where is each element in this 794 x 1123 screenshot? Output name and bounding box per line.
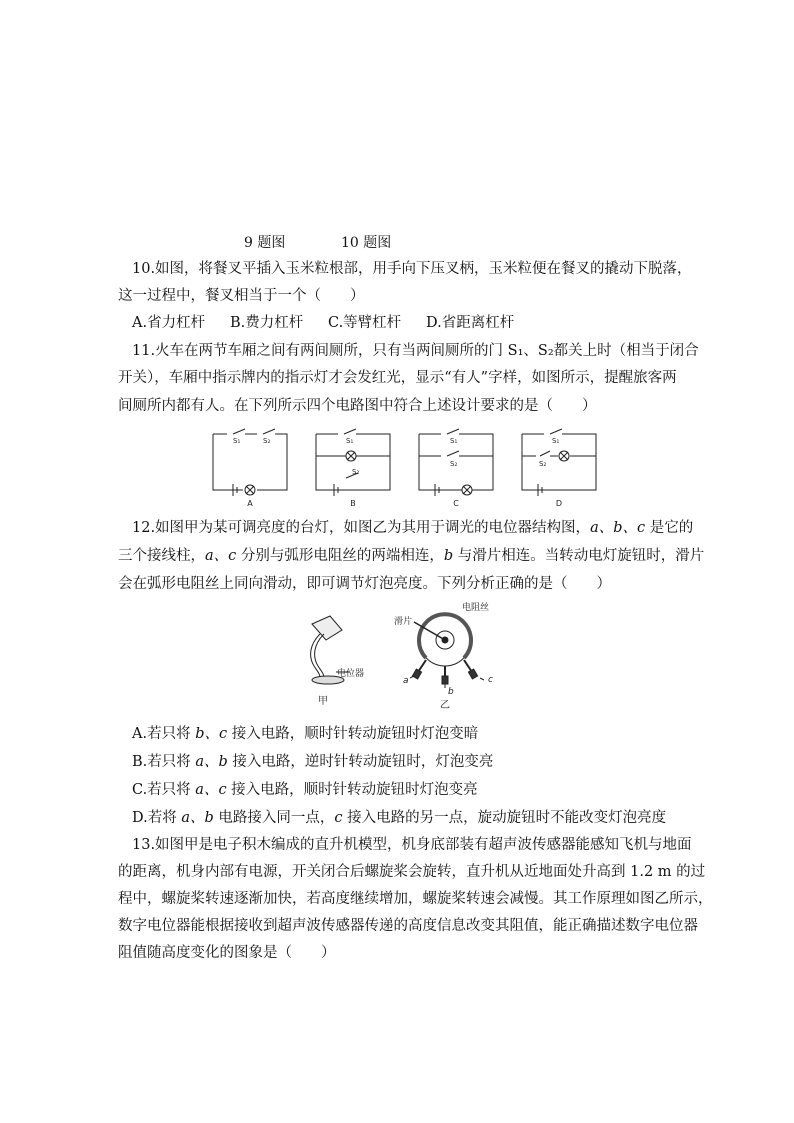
- q11-line-1: 11.火车在两节车厢之间有两间厕所，只有当两间厕所的门 S₁、S₂都关上时（相当于闭合: [132, 343, 699, 359]
- q10-line-2: 这一过程中，餐叉相当于一个（ ）: [118, 288, 365, 304]
- terminal-a-label: a: [403, 676, 409, 686]
- q11-line-2: 开关），车厢中指示牌内的指示灯才会发红光，显示“有人”字样，如图所示，提醒旅客两: [118, 370, 677, 386]
- q13-line-4: 数字电位器能根据接收到超声波传感器传递的高度信息改变其阻值，能正确描述数字电位器: [118, 918, 698, 934]
- circuit-label-a: A: [247, 499, 253, 508]
- potentiometer-diagram: [410, 614, 484, 688]
- q12-option-a: A.若只将 b、c 接入电路，顺时针转动旋钮时灯泡变暗: [132, 726, 479, 742]
- q12-option-d: D.若将 a、b 电路接入同一点，c 接入电路的另一点，旋动旋钮时不能改变灯泡亮度: [132, 810, 667, 826]
- q11-line-3: 间厕所内都有人。在下列所示四个电路图中符合上述设计要求的是（ ）: [118, 398, 597, 414]
- fig9-caption: 9 题图: [244, 235, 286, 251]
- q12-line-3: 会在弧形电阻丝上同向滑动，即可调节灯泡亮度。下列分析正确的是（ ）: [118, 576, 611, 592]
- fig10-caption: 10 题图: [341, 235, 392, 251]
- circuit-b-s1: S₁: [346, 437, 354, 445]
- circuit-label-b: B: [350, 499, 356, 508]
- q10-option-d: D.省距离杠杆: [426, 315, 515, 331]
- q13-line-3: 程中，螺旋桨转速逐渐加快，若高度继续增加，螺旋桨转速会减慢。其工作原理如图乙所示，: [118, 891, 713, 907]
- q12-line-2: 三个接线柱，a、c 分别与弧形电阻丝的两端相连，b 与滑片相连。当转动电灯旋钮时，滑片: [118, 548, 705, 564]
- circuit-c-s1: S₁: [450, 437, 458, 445]
- q12-figure: [290, 600, 520, 712]
- q10-option-a: A.省力杠杆: [132, 315, 206, 331]
- circuit-label-d: D: [555, 499, 563, 508]
- circuit-c-s2: S₂: [450, 460, 458, 468]
- q12-option-c: C.若只将 a、c 接入电路，顺时针转动旋钮时灯泡变亮: [132, 782, 478, 798]
- circuit-a-s2: S₂: [263, 437, 271, 445]
- slider-label: 滑片: [394, 617, 413, 627]
- q10-line-1: 10.如图，将餐叉平插入玉米粒根部，用手向下压叉柄，玉米粒便在餐叉的撬动下脱落，: [132, 261, 692, 277]
- circuit-b-s2: S₂: [352, 468, 360, 476]
- q13-line-1: 13.如图甲是电子积木编成的直升机模型，机身底部装有超声波传感器能感知飞机与地面: [132, 837, 692, 853]
- circuit-a: [213, 429, 287, 496]
- potentiometer-label: 电位器: [337, 669, 365, 679]
- terminal-c-label: c: [488, 675, 493, 685]
- circuit-d-s2: S₂: [539, 460, 547, 468]
- q13-line-5: 阻值随高度变化的图象是（ ）: [118, 945, 336, 961]
- q12-option-b: B.若只将 a、b 接入电路，逆时针转动旋钮时，灯泡变亮: [132, 754, 494, 770]
- circuit-label-c: C: [453, 499, 459, 508]
- circuit-d-s1: S₁: [552, 437, 560, 445]
- q11-circuits-figure: [205, 426, 605, 508]
- q13-line-2: 的距离，机身内部有电源，开关闭合后螺旋桨会旋转，直升机从近地面处升高到 1.2 m 的过: [118, 864, 706, 880]
- circuit-a-s1: S₁: [233, 437, 241, 445]
- q10-option-b: B.费力杠杆: [230, 315, 304, 331]
- q12-line-1: 12.如图甲为某可调亮度的台灯，如图乙为其用于调光的电位器结构图，a、b、c 是它的: [132, 520, 694, 536]
- resistance-wire-label: 电阻丝: [462, 603, 490, 613]
- fig-yi-label: 乙: [440, 700, 450, 711]
- terminal-b-label: b: [448, 687, 454, 697]
- fig-jia-label: 甲: [318, 696, 328, 707]
- q10-option-c: C.等臂杠杆: [328, 315, 402, 331]
